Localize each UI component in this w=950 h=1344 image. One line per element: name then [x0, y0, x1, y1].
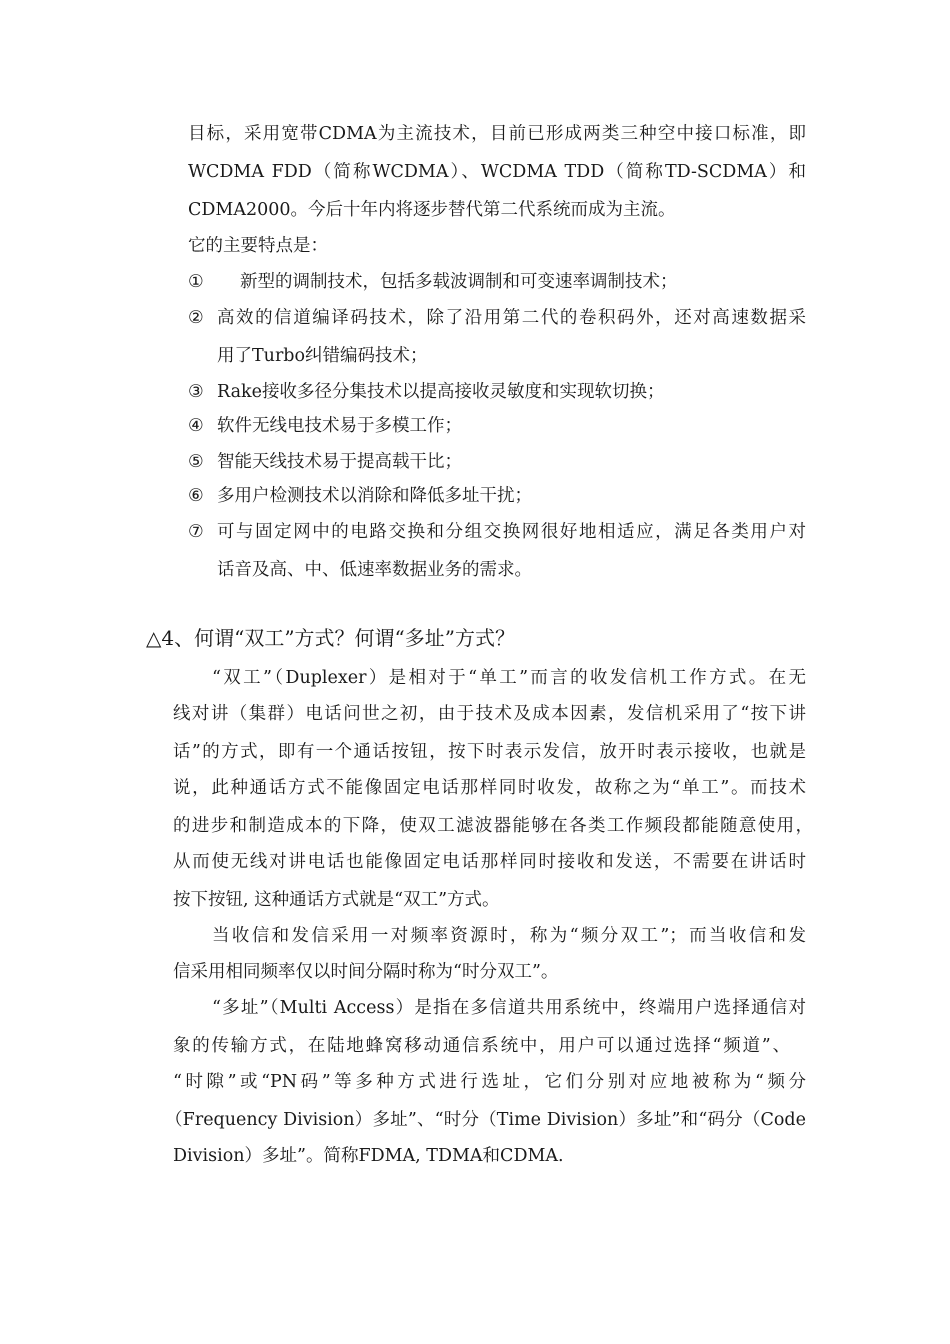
- para3-line-2: 象的传输方式，在陆地蜂窝移动通信系统中，用户可以通过选择“频道”、: [173, 1036, 790, 1056]
- feature-7-text-1: 可与固定网中的电路交换和分组交换网很好地相适应，满足各类用户对: [217, 522, 806, 542]
- para3-line-4: （Frequency Division）多址”、“时分（Time Division）多址”和“码分（Code: [165, 1110, 806, 1130]
- para2-line-1: 当收信和发信采用一对频率资源时，称为“频分双工”；而当收信和发: [212, 926, 806, 946]
- feature-3-number: ③: [188, 382, 204, 402]
- para1-line-1: “双工”（Duplexer）是相对于“单工”而言的收发信机工作方式。在无: [212, 668, 806, 688]
- intro-line-3: CDMA2000。今后十年内将逐步替代第二代系统而成为主流。: [188, 200, 676, 220]
- feature-5-number: ⑤: [188, 452, 204, 472]
- para1-line-3: 话”的方式，即有一个通话按钮，按下时表示发信，放开时表示接收，也就是: [173, 742, 806, 762]
- feature-2-text-1: 高效的信道编译码技术，除了沿用第二代的卷积码外，还对高速数据采: [217, 308, 806, 328]
- intro-line-1: 目标，采用宽带CDMA为主流技术，目前已形成两类三种空中接口标准，即: [188, 124, 806, 144]
- feature-3-text: Rake接收多径分集技术以提高接收灵敏度和实现软切换；: [217, 382, 665, 402]
- feature-1-text: 新型的调制技术，包括多载波调制和可变速率调制技术；: [240, 272, 678, 292]
- feature-4-number: ④: [188, 416, 204, 436]
- para1-line-6: 从而使无线对讲电话也能像固定电话那样同时接收和发送，不需要在讲话时: [173, 852, 806, 872]
- feature-1-number: ①: [188, 272, 204, 292]
- feature-4-text: 软件无线电技术易于多模工作；: [217, 416, 462, 436]
- section-heading: △4、何谓“双工”方式？何谓“多址”方式？: [146, 626, 516, 650]
- para1-line-7: 按下按钮, 这种通话方式就是“双工”方式。: [173, 890, 500, 910]
- feature-7-text-2: 话音及高、中、低速率数据业务的需求。: [217, 560, 532, 580]
- feature-6-number: ⑥: [188, 486, 204, 506]
- para3-line-5: Division）多址”。简称FDMA, TDMA和CDMA.: [173, 1146, 564, 1166]
- para1-line-2: 线对讲（集群）电话问世之初，由于技术及成本因素，发信机采用了“按下讲: [173, 704, 806, 724]
- intro-line-4: 它的主要特点是：: [188, 236, 328, 256]
- feature-5-text: 智能天线技术易于提高载干比；: [217, 452, 462, 472]
- intro-line-2: WCDMA FDD（简称WCDMA）、WCDMA TDD（简称TD-SCDMA）和: [188, 162, 806, 182]
- feature-2-number: ②: [188, 308, 204, 328]
- para3-line-3: “时隙”或“PN码”等多种方式进行选址，它们分别对应地被称为“频分: [173, 1072, 806, 1092]
- para3-line-1: “多址”（Multi Access）是指在多信道共用系统中，终端用户选择通信对: [212, 998, 806, 1018]
- feature-7-number: ⑦: [188, 522, 204, 542]
- para1-line-4: 说，此种通话方式不能像固定电话那样同时收发，故称之为“单工”。而技术: [173, 778, 806, 798]
- feature-2-text-2: 用了Turbo纠错编码技术；: [217, 346, 428, 366]
- feature-6-text: 多用户检测技术以消除和降低多址干扰；: [217, 486, 532, 506]
- para2-line-2: 信采用相同频率仅以时间分隔时称为“时分双工”。: [173, 962, 559, 982]
- para1-line-5: 的进步和制造成本的下降，使双工滤波器能够在各类工作频段都能随意使用，: [173, 816, 813, 836]
